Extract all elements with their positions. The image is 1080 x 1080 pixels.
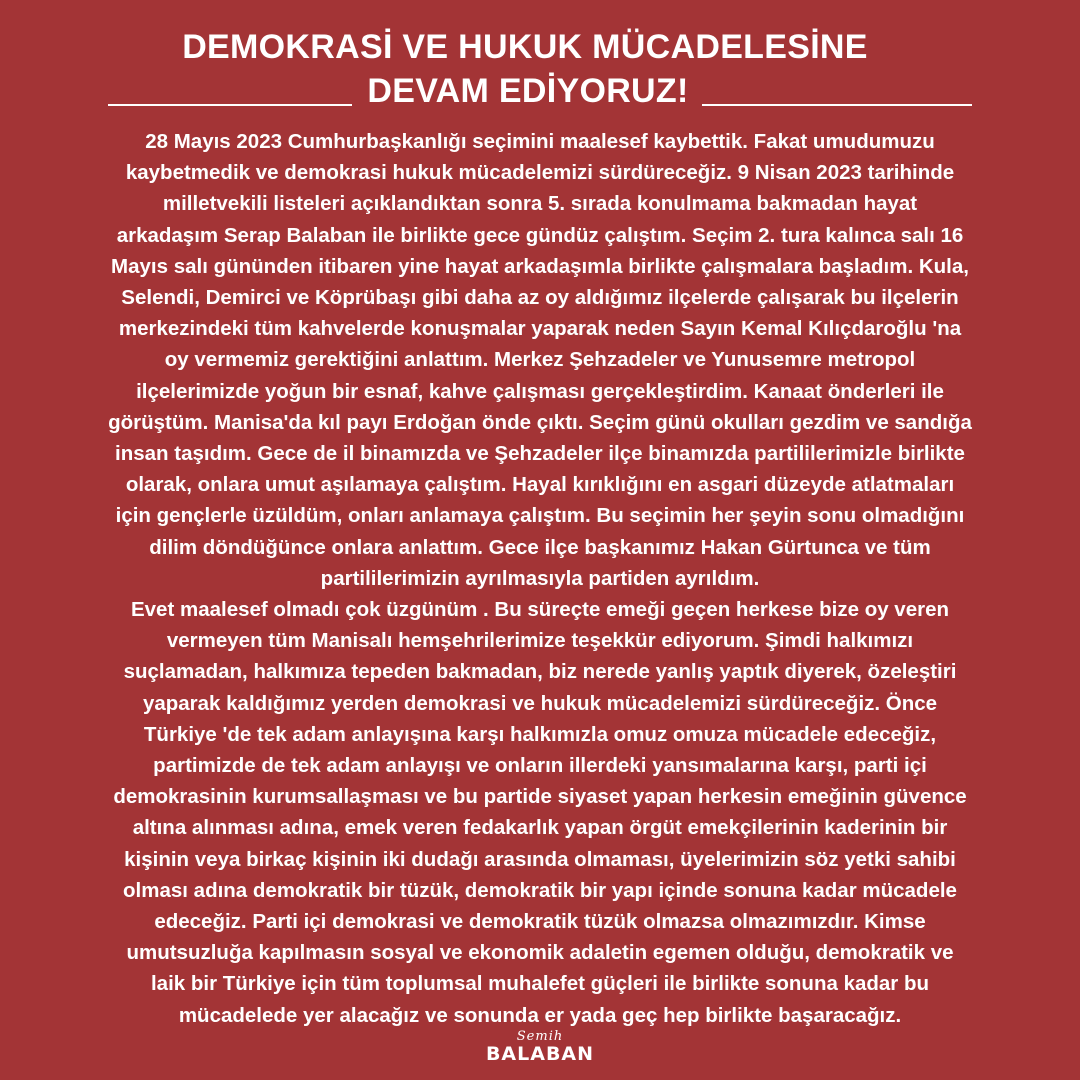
page-title-line-2: DEVAM EDİYORUZ! — [367, 72, 689, 110]
title-underline-left — [108, 104, 352, 106]
title-underline-right — [702, 104, 972, 106]
signature-last-name: BALABAN — [485, 1043, 595, 1065]
signature-first-name: Semih — [516, 1029, 564, 1044]
signature-logo — [0, 1030, 1080, 1064]
statement-text: 28 Mayıs 2023 Cumhurbaşkanlığı seçimini maalesef kaybettik. Fakat umudumuzu kaybetmedik ve demokrasi hukuk mücadelemizi sürdüreceğiz. 9 Nisan 2023 tarihinde milletvekili listeleri açıklandıktan sonra 5. sırada konulmama bakmadan hayat arkadaşım Serap Balaban ile birlikte gece gündüz çalıştım. Seçim 2. tura kalınca salı 16 Mayıs salı gününden itibaren yine hayat arkadaşımla birlikte çalışmalara başladım. Kula, Selendi, Demirci ve Köprübaşı gibi daha az oy aldığımız ilçelerde çalışarak bu ilçelerin merkezindeki tüm kahvelerde konuşmalar yaparak neden Sayın Kemal Kılıçdaroğlu 'na oy vermemiz gerektiğini anlattım. Merkez Şehzadeler ve Yunusemre metropol ilçelerimizde yoğun bir esnaf, kahve çalışması gerçekleştirdim. Kanaat önderleri ile görüştüm. Manisa'da kıl payı Erdoğan önde çıktı. Seçim günü okulları gezdim ve sandığa insan taşıdım. Gece de il binamızda ve Şehzadeler ilçe binamızda partililerimizle birlikte olarak, onlara umut aşılamaya çalıştım. Hayal kırıklığını en asgari düzeyde atlatmaları için gençlerle üzüldüm, onları anlamaya çalıştım. Bu seçimin her şeyin sonu olmadığını dilim döndüğünce onlara anlattım. Gece ilçe başkanımız Hakan Gürtunca ve tüm partililerimizin ayrılmasıyla partiden ayrıldım. Evet maalesef olmadı çok üzgünüm . Bu süreçte emeği geçen herkese bize oy veren vermeyen tüm Manisalı hemşehrilerimize teşekkür ediyorum. Şimdi halkımızı suçlamadan, halkımıza tepeden bakmadan, biz nerede yanlış yaptık diyerek, özeleştiri yaparak kaldığımız yerden demokrasi ve hukuk mücadelemizi sürdüreceğiz. Önce Türkiye 'de tek adam anlayışına karşı halkımızla omuz omuza mücadele edeceğiz, partimizde de tek adam anlayışı ve onların illerdeki yansımalarına karşı, parti içi demokrasinin kurumsallaşması ve bu partide siyaset yapan herkesin emeğinin güvence altına alınması adına, emek veren fedakarlık yapan örgüt emekçilerinin kaderinin bir kişinin veya birkaç kişinin iki dudağı arasında olmaması, üyelerimizin söz yetki sahibi olması adına demokratik bir tüzük, demokratik bir yapı içinde sonuna kadar mücadele edeceğiz. Parti içi demokrasi ve demokratik tüzük olmazsa olmazımızdır. Kimse umutsuzluğa kapılmasın sosyal ve ekonomik adaletin egemen olduğu, demokratik ve laik bir Türkiye için tüm toplumsal muhalefet güçleri ile birlikte sonuna kadar bu mücadelede yer alacağız ve sonunda er yada geç hep birlikte başaracağız. — [108, 130, 972, 1027]
page-title-line-1: DEMOKRASİ VE HUKUK MÜCADELESİNE — [182, 28, 868, 66]
